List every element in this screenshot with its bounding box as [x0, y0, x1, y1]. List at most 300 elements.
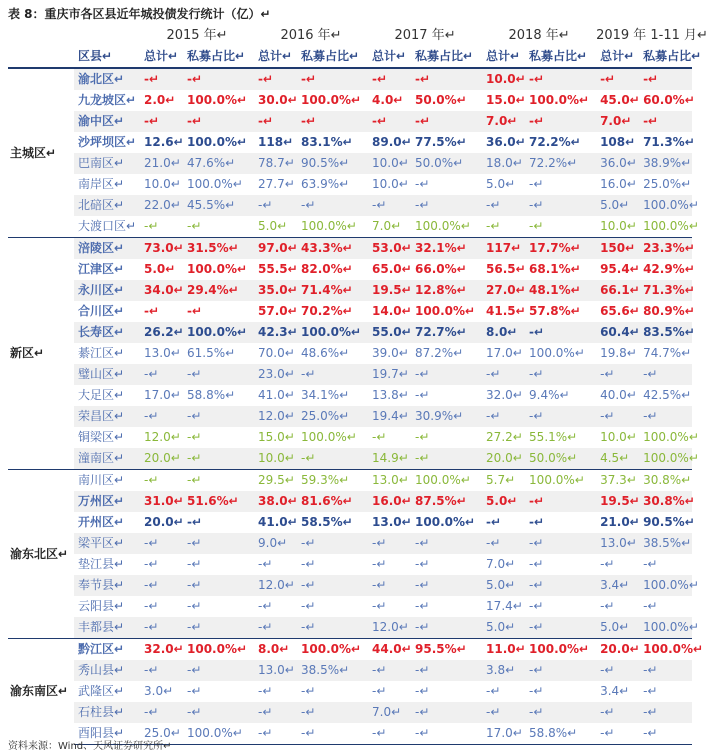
- total-cell: -↵: [368, 195, 411, 216]
- total-cell: 41.0↵: [258, 515, 298, 529]
- table-row: [8, 681, 692, 702]
- total-cell: 13.8↵: [372, 388, 409, 402]
- total-cell: -↵: [486, 515, 502, 529]
- private-ratio-cell: -↵: [525, 68, 596, 90]
- private-ratio-cell: 100.0%↵: [187, 262, 248, 276]
- total-cell: 20.0↵: [144, 515, 184, 529]
- private-ratio-cell: 29.4%↵: [183, 280, 254, 301]
- district-name: 北碚区↵: [74, 195, 140, 216]
- private-ratio-cell: 100.0%↵: [415, 304, 476, 318]
- total-cell: 70.0↵: [258, 346, 295, 360]
- total-cell: 108↵: [600, 135, 636, 149]
- district-name: 南川区↵: [74, 470, 140, 492]
- private-ratio-cell: -↵: [301, 684, 316, 698]
- private-ratio-cell: 25.0%↵: [643, 177, 692, 191]
- total-cell: -↵: [254, 702, 297, 723]
- total-cell: 36.0↵: [596, 153, 639, 174]
- total-cell: 38.0↵: [254, 491, 297, 512]
- total-cell: 8.0↵: [254, 639, 297, 661]
- private-ratio-cell: -↵: [411, 660, 482, 681]
- total-cell: 5.7↵: [482, 470, 525, 492]
- district-name: 綦江区↵: [78, 346, 125, 360]
- private-ratio-cell: -↵: [187, 557, 202, 571]
- total-cell: -↵: [486, 684, 501, 698]
- total-cell: -↵: [368, 533, 411, 554]
- table-row: [8, 596, 692, 617]
- district-name: 酉阳县↵: [74, 723, 140, 745]
- total-cell: 23.0↵: [254, 364, 297, 385]
- private-ratio-cell: -↵: [525, 702, 596, 723]
- private-ratio-cell: 38.9%↵: [639, 153, 692, 174]
- total-cell: 5.0↵: [482, 575, 525, 596]
- private-ratio-cell: -↵: [411, 702, 482, 723]
- total-cell: 35.0↵: [254, 280, 297, 301]
- total-cell: 13.0↵: [144, 346, 181, 360]
- private-ratio-cell: 25.0%↵: [297, 406, 368, 427]
- district-name: 大足区↵: [78, 388, 125, 402]
- total-cell: 7.0↵: [596, 111, 639, 132]
- total-cell: 12.0↵: [144, 430, 181, 444]
- private-ratio-cell: 100.0%↵: [529, 93, 590, 107]
- total-cell: 25.0↵: [140, 723, 183, 745]
- private-ratio-cell: 42.5%↵: [643, 388, 692, 402]
- total-cell: 8.0↵: [482, 322, 525, 343]
- private-ratio-cell: -↵: [529, 557, 544, 571]
- total-cell: 17.0↵: [144, 388, 181, 402]
- private-ratio-cell: -↵: [411, 195, 482, 216]
- private-ratio-cell: 42.9%↵: [643, 262, 695, 276]
- private-ratio-cell: -↵: [183, 406, 254, 427]
- total-cell: 65.6↵: [600, 304, 640, 318]
- private-ratio-cell: 100.0%↵: [415, 219, 471, 233]
- private-ratio-cell: 61.5%↵: [187, 346, 236, 360]
- total-cell: 31.0↵: [140, 491, 183, 512]
- private-ratio-cell: -↵: [525, 533, 596, 554]
- total-cell: 60.4↵: [596, 322, 639, 343]
- total-cell: -↵: [596, 660, 639, 681]
- total-cell: 150↵: [596, 238, 639, 260]
- private-ratio-cell: -↵: [415, 388, 430, 402]
- private-ratio-cell: 74.7%↵: [643, 346, 692, 360]
- private-ratio-cell: -↵: [639, 68, 692, 90]
- total-cell: -↵: [372, 430, 387, 444]
- total-cell: 17.4↵: [486, 599, 523, 613]
- private-ratio-cell: -↵: [297, 617, 368, 639]
- table-row: [8, 639, 692, 661]
- table-row: [8, 132, 692, 153]
- private-ratio-cell: -↵: [187, 219, 202, 233]
- total-cell: -↵: [144, 304, 160, 318]
- district-name: 梁平区↵: [74, 533, 140, 554]
- private-ratio-cell: -↵: [183, 660, 254, 681]
- private-ratio-cell: -↵: [411, 533, 482, 554]
- district-name: 奉节县↵: [74, 575, 140, 596]
- private-ratio-cell: 48.1%↵: [525, 280, 596, 301]
- total-cell: -↵: [596, 406, 639, 427]
- total-cell: 5.0↵: [486, 177, 516, 191]
- private-ratio-cell: -↵: [183, 617, 254, 639]
- total-cell: -↵: [596, 723, 639, 745]
- private-ratio-cell: 82.0%↵: [301, 262, 353, 276]
- total-cell: 13.0↵: [372, 515, 412, 529]
- total-cell: 66.1↵: [596, 280, 639, 301]
- total-cell: 15.0↵: [486, 93, 526, 107]
- total-cell: 89.0↵: [372, 135, 412, 149]
- total-cell: -↵: [140, 364, 183, 385]
- private-ratio-cell: -↵: [187, 430, 202, 444]
- private-ratio-cell: 100.0%↵: [183, 639, 254, 661]
- total-cell: 55.0↵: [368, 322, 411, 343]
- total-cell: -↵: [372, 684, 387, 698]
- total-cell: 97.0↵: [254, 238, 297, 260]
- private-ratio-cell: -↵: [529, 684, 544, 698]
- private-ratio-cell: 100.0%↵: [187, 93, 248, 107]
- private-ratio-cell: 100.0%↵: [183, 322, 254, 343]
- total-cell: 5.0↵: [596, 195, 639, 216]
- private-ratio-cell: -↵: [639, 723, 692, 745]
- private-ratio-cell: 100.0%↵: [301, 93, 362, 107]
- private-ratio-cell: -↵: [187, 304, 203, 318]
- table-row: [8, 427, 692, 448]
- total-cell: 3.8↵: [482, 660, 525, 681]
- total-cell: -↵: [140, 111, 183, 132]
- total-cell: 12.0↵: [368, 617, 411, 639]
- total-cell: -↵: [254, 111, 297, 132]
- private-ratio-header: 私募占比↵: [297, 46, 368, 68]
- total-cell: -↵: [140, 470, 183, 492]
- table-row: [8, 364, 692, 385]
- total-cell: 29.5↵: [254, 470, 297, 492]
- private-ratio-cell: -↵: [525, 322, 596, 343]
- total-cell: -↵: [258, 557, 273, 571]
- total-cell: 19.5↵: [368, 280, 411, 301]
- private-ratio-cell: 58.5%↵: [301, 515, 353, 529]
- private-ratio-cell: -↵: [643, 557, 658, 571]
- private-ratio-cell: 38.5%↵: [297, 660, 368, 681]
- total-cell: 16.0↵: [368, 491, 411, 512]
- total-cell: 2.0↵: [144, 93, 176, 107]
- district-name: 沙坪坝区↵: [78, 135, 137, 149]
- private-ratio-cell: -↵: [183, 533, 254, 554]
- private-ratio-cell: -↵: [297, 364, 368, 385]
- private-ratio-cell: -↵: [183, 470, 254, 492]
- private-ratio-cell: -↵: [415, 430, 430, 444]
- private-ratio-cell: 30.8%↵: [639, 470, 692, 492]
- private-ratio-cell: 100.0%↵: [643, 219, 699, 233]
- total-cell: 32.0↵: [140, 639, 183, 661]
- private-ratio-cell: 100.0%↵: [639, 639, 692, 661]
- private-ratio-cell: -↵: [525, 575, 596, 596]
- private-ratio-cell: -↵: [525, 111, 596, 132]
- table-row: [8, 301, 692, 322]
- private-ratio-cell: 50.0%↵: [415, 93, 467, 107]
- private-ratio-cell: 71.3%↵: [639, 280, 692, 301]
- total-cell: -↵: [144, 557, 159, 571]
- private-ratio-cell: 71.4%↵: [297, 280, 368, 301]
- private-ratio-cell: 100.0%↵: [187, 135, 248, 149]
- table-title: 表 8：重庆市各区县近年城投债发行统计（亿）↵: [8, 7, 271, 21]
- private-ratio-cell: -↵: [525, 491, 596, 512]
- region-label: 渝东南区↵: [8, 639, 74, 745]
- total-cell: 5.0↵: [482, 491, 525, 512]
- private-ratio-cell: 31.5%↵: [183, 238, 254, 260]
- total-cell: -↵: [482, 406, 525, 427]
- total-cell: 10.0↵: [482, 68, 525, 90]
- total-cell: 53.0↵: [368, 238, 411, 260]
- table-row: [8, 660, 692, 681]
- private-ratio-cell: -↵: [639, 111, 692, 132]
- total-cell: -↵: [140, 617, 183, 639]
- private-ratio-cell: 55.1%↵: [529, 430, 578, 444]
- private-ratio-cell: 47.6%↵: [183, 153, 254, 174]
- district-name: 潼南区↵: [74, 448, 140, 470]
- total-cell: -↵: [486, 219, 501, 233]
- total-cell: 13.0↵: [254, 660, 297, 681]
- total-cell: 34.0↵: [140, 280, 183, 301]
- private-ratio-cell: -↵: [297, 68, 368, 90]
- total-cell: 16.0↵: [600, 177, 637, 191]
- total-cell: 41.0↵: [258, 388, 295, 402]
- private-ratio-cell: -↵: [529, 219, 544, 233]
- private-ratio-cell: -↵: [643, 684, 658, 698]
- private-ratio-cell: 72.2%↵: [525, 153, 596, 174]
- private-ratio-cell: 100.0%↵: [525, 639, 596, 661]
- total-cell: -↵: [368, 575, 411, 596]
- year-header: 2016 年↵: [280, 28, 342, 43]
- total-cell: -↵: [254, 68, 297, 90]
- total-cell: 4.0↵: [372, 93, 404, 107]
- table-row: [8, 111, 692, 132]
- district-name: 黔江区↵: [74, 639, 140, 661]
- private-ratio-cell: -↵: [297, 533, 368, 554]
- private-ratio-cell: -↵: [639, 702, 692, 723]
- total-cell: 65.0↵: [372, 262, 412, 276]
- private-ratio-cell: 90.5%↵: [297, 153, 368, 174]
- total-cell: 7.0↵: [486, 557, 516, 571]
- private-ratio-cell: 90.5%↵: [643, 515, 695, 529]
- total-cell: -↵: [368, 660, 411, 681]
- private-ratio-cell: 34.1%↵: [301, 388, 350, 402]
- private-ratio-cell: 43.3%↵: [297, 238, 368, 260]
- private-ratio-cell: 45.5%↵: [183, 195, 254, 216]
- total-cell: -↵: [144, 219, 159, 233]
- private-ratio-cell: 72.7%↵: [411, 322, 482, 343]
- region-label: 新区↵: [8, 238, 74, 470]
- private-ratio-cell: 80.9%↵: [643, 304, 695, 318]
- table-row: [8, 385, 692, 406]
- private-ratio-cell: 48.6%↵: [301, 346, 350, 360]
- total-cell: 10.0↵: [600, 430, 637, 444]
- total-cell: -↵: [596, 68, 639, 90]
- district-name: 丰都县↵: [74, 617, 140, 639]
- private-ratio-cell: 51.6%↵: [183, 491, 254, 512]
- private-ratio-cell: -↵: [415, 557, 430, 571]
- total-header: 总计↵: [368, 46, 411, 68]
- total-cell: 12.6↵: [144, 135, 184, 149]
- private-ratio-cell: 100.0%↵: [529, 346, 585, 360]
- district-name: 涪陵区↵: [74, 238, 140, 260]
- private-ratio-cell: -↵: [525, 617, 596, 639]
- table-row: [8, 533, 692, 554]
- total-cell: 5.0↵: [144, 262, 176, 276]
- district-name: 璧山区↵: [74, 364, 140, 385]
- total-cell: 3.4↵: [600, 684, 630, 698]
- total-cell: 11.0↵: [482, 639, 525, 661]
- total-cell: 10.0↵: [254, 448, 297, 470]
- private-ratio-cell: 58.8%↵: [525, 723, 596, 745]
- total-cell: 12.0↵: [254, 406, 297, 427]
- private-ratio-cell: -↵: [411, 575, 482, 596]
- total-cell: -↵: [258, 684, 273, 698]
- total-cell: 20.0↵: [140, 448, 183, 470]
- private-ratio-cell: -↵: [525, 406, 596, 427]
- total-cell: 40.0↵: [600, 388, 637, 402]
- private-ratio-cell: -↵: [183, 448, 254, 470]
- total-cell: 36.0↵: [486, 135, 526, 149]
- total-cell: -↵: [600, 599, 615, 613]
- private-ratio-cell: 83.5%↵: [639, 322, 692, 343]
- private-ratio-cell: 12.8%↵: [411, 280, 482, 301]
- total-cell: -↵: [140, 660, 183, 681]
- private-ratio-cell: -↵: [187, 599, 202, 613]
- private-ratio-cell: -↵: [301, 557, 316, 571]
- private-ratio-cell: 100.0%↵: [183, 723, 254, 745]
- total-cell: -↵: [144, 599, 159, 613]
- source-note: 资料来源：Wind、天风证券研究所↵: [8, 741, 172, 752]
- private-ratio-cell: -↵: [529, 599, 544, 613]
- private-ratio-cell: 100.0%↵: [297, 639, 368, 661]
- total-cell: 5.0↵: [482, 617, 525, 639]
- private-ratio-cell: -↵: [183, 702, 254, 723]
- district-name: 巴南区↵: [74, 153, 140, 174]
- total-cell: 9.0↵: [254, 533, 297, 554]
- total-cell: 27.2↵: [486, 430, 523, 444]
- private-ratio-cell: 77.5%↵: [415, 135, 467, 149]
- total-cell: -↵: [258, 599, 273, 613]
- private-ratio-cell: -↵: [297, 111, 368, 132]
- private-ratio-cell: 9.4%↵: [529, 388, 570, 402]
- total-cell: 118↵: [258, 135, 294, 149]
- private-ratio-cell: 30.8%↵: [639, 491, 692, 512]
- private-ratio-cell: -↵: [297, 723, 368, 745]
- table-row: [8, 259, 692, 280]
- table-row: [8, 68, 692, 90]
- private-ratio-cell: -↵: [183, 364, 254, 385]
- total-cell: 26.2↵: [140, 322, 183, 343]
- private-ratio-cell: -↵: [411, 364, 482, 385]
- private-ratio-cell: 100.0%↵: [525, 470, 596, 492]
- total-cell: 27.7↵: [258, 177, 295, 191]
- column-header-row: [8, 46, 692, 68]
- private-ratio-cell: 66.0%↵: [415, 262, 467, 276]
- total-cell: 20.0↵: [482, 448, 525, 470]
- table-row: [8, 491, 692, 512]
- private-ratio-cell: -↵: [187, 515, 203, 529]
- district-name: 云阳县↵: [78, 599, 125, 613]
- private-ratio-header: 私募占比↵: [639, 46, 692, 68]
- private-ratio-cell: -↵: [415, 599, 430, 613]
- table-row: [8, 280, 692, 301]
- table-row: [8, 512, 692, 533]
- total-cell: 7.0↵: [368, 702, 411, 723]
- private-ratio-cell: 57.8%↵: [529, 304, 581, 318]
- table-row: [8, 153, 692, 174]
- private-ratio-cell: -↵: [411, 111, 482, 132]
- year-header: 2019 年 1-11 月↵: [596, 28, 708, 43]
- private-ratio-cell: 50.0%↵: [525, 448, 596, 470]
- private-ratio-cell: 100.0%↵: [297, 322, 368, 343]
- total-cell: 10.0↵: [600, 219, 637, 233]
- district-name: 大渡口区↵: [78, 219, 137, 233]
- total-cell: -↵: [140, 406, 183, 427]
- total-cell: 5.0↵: [258, 219, 288, 233]
- total-cell: 15.0↵: [258, 430, 295, 444]
- private-ratio-cell: -↵: [183, 68, 254, 90]
- total-cell: -↵: [482, 195, 525, 216]
- private-ratio-cell: -↵: [639, 364, 692, 385]
- total-cell: -↵: [140, 68, 183, 90]
- private-ratio-cell: -↵: [411, 617, 482, 639]
- total-header: 总计↵: [482, 46, 525, 68]
- private-ratio-cell: 100.0%↵: [639, 448, 692, 470]
- district-name: 秀山县↵: [74, 660, 140, 681]
- total-cell: 32.0↵: [486, 388, 523, 402]
- private-ratio-cell: -↵: [525, 195, 596, 216]
- total-cell: 37.3↵: [596, 470, 639, 492]
- total-cell: 13.0↵: [368, 470, 411, 492]
- total-cell: 17.0↵: [482, 723, 525, 745]
- total-cell: -↵: [254, 195, 297, 216]
- private-ratio-cell: 32.1%↵: [411, 238, 482, 260]
- private-ratio-cell: -↵: [529, 515, 545, 529]
- total-cell: 73.0↵: [140, 238, 183, 260]
- total-cell: 19.5↵: [596, 491, 639, 512]
- private-ratio-cell: 59.3%↵: [297, 470, 368, 492]
- private-ratio-cell: 100.0%↵: [301, 430, 357, 444]
- total-cell: -↵: [368, 111, 411, 132]
- total-cell: 21.0↵: [600, 515, 640, 529]
- private-ratio-cell: -↵: [297, 702, 368, 723]
- total-cell: 39.0↵: [372, 346, 409, 360]
- private-ratio-cell: -↵: [411, 448, 482, 470]
- year-header: 2017 年↵: [394, 28, 456, 43]
- private-ratio-cell: 60.0%↵: [643, 93, 695, 107]
- district-name: 长寿区↵: [74, 322, 140, 343]
- private-ratio-cell: 72.2%↵: [529, 135, 581, 149]
- private-ratio-header: 私募占比↵: [411, 46, 482, 68]
- total-cell: 55.5↵: [258, 262, 298, 276]
- total-cell: 44.0↵: [368, 639, 411, 661]
- total-cell: -↵: [600, 557, 615, 571]
- total-cell: 7.0↵: [482, 111, 525, 132]
- total-cell: 20.0↵: [596, 639, 639, 661]
- table-row: [8, 322, 692, 343]
- private-ratio-cell: 83.1%↵: [301, 135, 353, 149]
- table-row: [8, 195, 692, 216]
- private-ratio-cell: 58.8%↵: [187, 388, 236, 402]
- total-cell: 10.0↵: [372, 177, 409, 191]
- table-row: [8, 702, 692, 723]
- total-cell: -↵: [596, 702, 639, 723]
- private-ratio-cell: -↵: [183, 111, 254, 132]
- district-name: 开州区↵: [78, 515, 125, 529]
- total-cell: 41.5↵: [486, 304, 526, 318]
- district-header: 区县↵: [74, 46, 140, 68]
- private-ratio-cell: 23.3%↵: [639, 238, 692, 260]
- total-cell: -↵: [372, 599, 387, 613]
- total-cell: 22.0↵: [140, 195, 183, 216]
- private-ratio-cell: 95.5%↵: [411, 639, 482, 661]
